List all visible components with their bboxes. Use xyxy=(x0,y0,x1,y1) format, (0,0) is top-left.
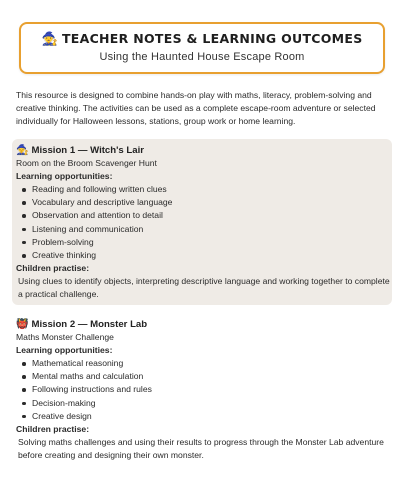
mission-1-opportunities-list xyxy=(16,183,396,262)
mission-1-opportunities-label: Learning opportunities: xyxy=(16,171,113,181)
mission-2-opportunities-list xyxy=(16,357,396,423)
list-item: Mathematical reasoning xyxy=(31,357,396,370)
mission-2-title xyxy=(16,318,396,331)
mission-1-section xyxy=(16,144,396,302)
mission-1-title-text: Mission 1 — Witch's Lair xyxy=(31,145,144,156)
witch-icon: 🧙 xyxy=(16,145,29,156)
list-item: Creative design xyxy=(31,410,396,423)
mission-2-section xyxy=(16,318,396,462)
mission-2-opportunities-label: Learning opportunities: xyxy=(16,345,113,355)
list-item: Following instructions and rules xyxy=(31,383,396,396)
mission-2-practise-text: Solving maths challenges and using their results to progress through the Monster Lab adventure before creating and designing their own monster. xyxy=(18,437,384,461)
mission-1-practise-text: Using clues to identify objects, interpreting descriptive language and working together to complete a practical challenge. xyxy=(18,276,390,300)
list-item: Observation and attention to detail xyxy=(31,209,396,222)
list-item: Reading and following written clues xyxy=(31,183,396,196)
mission-1-title xyxy=(16,144,396,157)
mission-2-subtitle: Maths Monster Challenge xyxy=(16,332,114,342)
mission-1-subtitle: Room on the Broom Scavenger Hunt xyxy=(16,158,157,168)
witch-hat-icon: 🧙 xyxy=(41,32,58,47)
list-item: Creative thinking xyxy=(31,249,396,262)
page-title-text: TEACHER NOTES & LEARNING OUTCOMES xyxy=(61,31,363,46)
header-box xyxy=(19,22,385,74)
list-item: Vocabulary and descriptive language xyxy=(31,196,396,209)
page-subtitle: Using the Haunted House Escape Room xyxy=(99,51,305,63)
intro-paragraph: This resource is designed to combine hands-on play with maths, literacy, problem-solving and creative thinking. The activities can be used as a complete escape-room adventure or selected individually for Halloween lessons, stations, group work or home learning. xyxy=(16,90,376,127)
list-item: Mental maths and calculation xyxy=(31,370,396,383)
page-title xyxy=(21,31,383,47)
list-item: Listening and communication xyxy=(31,223,396,236)
mission-2-title-text: Mission 2 — Monster Lab xyxy=(31,319,148,330)
mission-1-practise-label: Children practise: xyxy=(16,263,90,274)
mission-2-practise-label: Children practise: xyxy=(16,424,90,435)
list-item: Problem-solving xyxy=(31,236,396,249)
list-item: Decision-making xyxy=(31,397,396,410)
monster-icon: 👹 xyxy=(16,319,29,330)
